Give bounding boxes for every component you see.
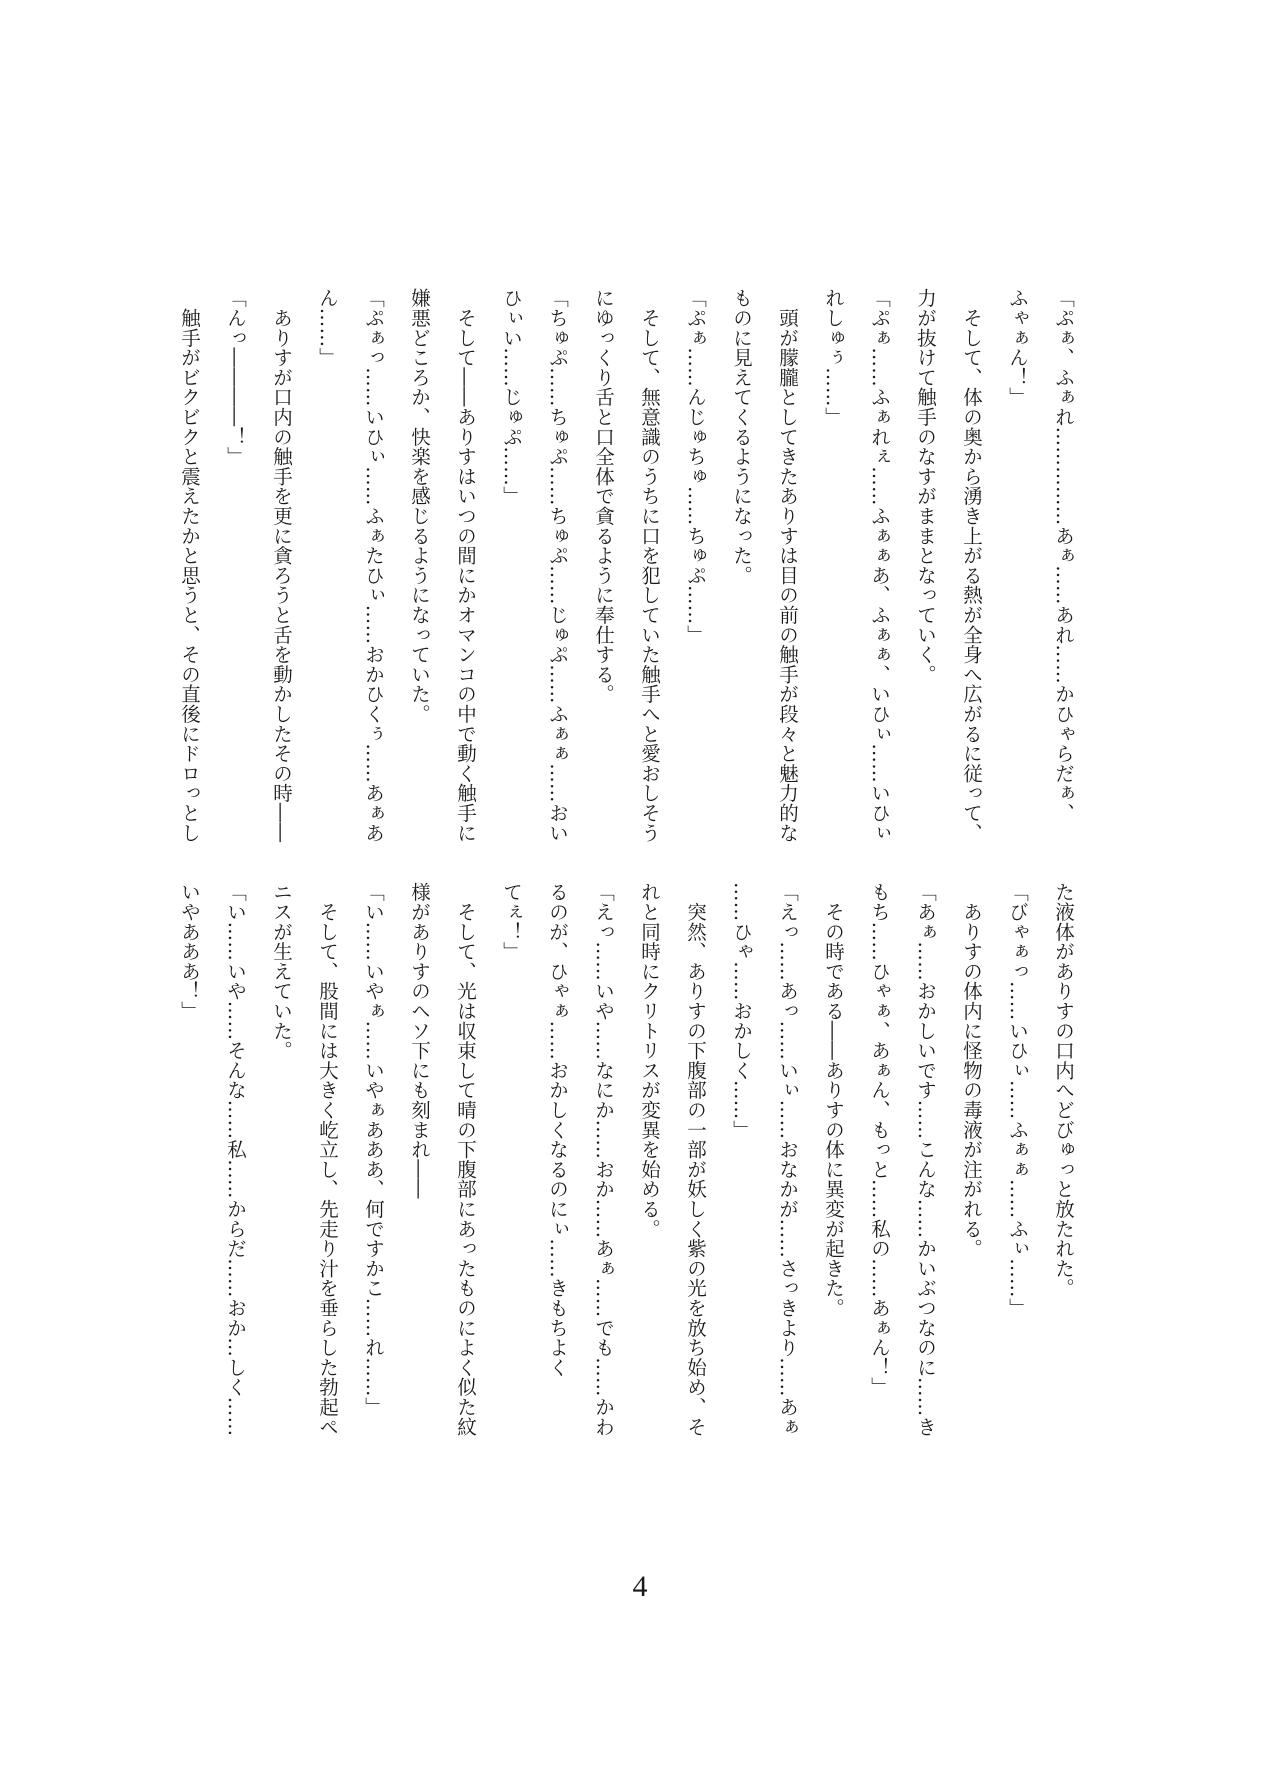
text-line: れしゅぅ……」 (822, 288, 845, 427)
text-line: ニスが生えていた。 (270, 882, 293, 1061)
text-line: 「えっ……あっ……いぃ……おなかが……さっきより……あぁ (776, 882, 799, 1437)
text-line: ひぃい……じゅぷ……」 (500, 288, 523, 506)
page-number: 4 (632, 1570, 648, 1603)
text-line: ふゃぁん！」 (1006, 288, 1029, 407)
text-line: そして、股間には大きく屹立し、先走り汁を垂らした勃起ペ (316, 882, 339, 1437)
text-line: 「ぷぁ……んじゅちゅ……ちゅぷ……」 (684, 288, 707, 645)
text-line: 「えっ……いや……なにか……おか……あぁ……でも……かわ (592, 882, 615, 1437)
text-line: そして、光は収束して晴の下腹部にあったものによく似た紋 (454, 882, 477, 1437)
text-line: てぇ！」 (500, 882, 523, 962)
text-line: ん……」 (316, 288, 339, 368)
text-line: いやあああ！」 (178, 882, 201, 1021)
text-line: た液体がありすの口内へどびゅっと放たれた。 (1052, 882, 1075, 1298)
text-line: 頭が朦朧としてきたありすは目の前の触手が段々と魅力的な (776, 288, 799, 843)
text-line: 「い……いやぁ……いやぁあああ、何ですかこ……れ……」 (362, 882, 385, 1417)
text-line: そして、体の奥から湧き上がる熱が全身へ広がるに従って、 (960, 288, 983, 843)
text-line: 突然、ありすの下腹部の一部が妖しく紫の光を放ち始め、そ (684, 882, 707, 1437)
text-line: 「ぷぁ……ふぁれぇ……ふぁぁあ、ふぁぁ、いひぃ……いひぃ (868, 288, 891, 843)
text-line: 力が抜けて触手のなすがままとなっていく。 (914, 288, 937, 684)
text-line: れと同時にクリトリスが変異を始める。 (638, 882, 661, 1239)
lower-text-block (166, 882, 1086, 1522)
text-line: ……ひゃ……おかしく……」 (730, 882, 753, 1140)
text-line: にゆっくり舌と口全体で貪るように奉仕する。 (592, 288, 615, 704)
text-line: そして、無意識のうちに口を犯していた触手へと愛おしそう (638, 288, 661, 843)
text-line: もち……ひゃぁ、あぁん、もっと……私の……あぁん！」 (868, 882, 891, 1397)
text-line: ありすの体内に怪物の毒液が注がれる。 (960, 882, 983, 1259)
text-line: そして――ありすはいつの間にかオマンコの中で動く触手に (454, 288, 477, 843)
text-line: 触手がビクビクと震えたかと思うと、その直後にドロっとし (178, 288, 201, 843)
upper-text-block (166, 288, 1086, 843)
text-line: 様がありすのヘソ下にも刻まれ―― (408, 882, 431, 1199)
text-line: るのが、ひゃぁ……おかしくなるのにぃ……きもちよく (546, 882, 569, 1377)
text-line: 「ちゅぷ……ちゅぷ……ちゅぷ……じゅぷ……ふぁぁ……おい (546, 288, 569, 843)
text-line: 「びゃぁっ……いひぃ……ふぁぁ……ふぃ……」 (1006, 882, 1029, 1318)
text-line: 「あぁ……おかしいです……こんな……かいぶつなのに……き (914, 882, 937, 1437)
text-line: 「んっ――――！」 (224, 288, 247, 467)
text-line: ありすが口内の触手を更に貪ろうと舌を動かしたその時―― (270, 288, 293, 843)
text-line: 嫌悪どころか、快楽を感じるようになっていた。 (408, 288, 431, 724)
text-line: その時である――ありすの体に異変が起きた。 (822, 882, 845, 1318)
text-line: 「ぷぁっ……いひぃ……ふぁたひぃ……おかひくぅ……あぁあ (362, 288, 385, 843)
text-line: 「ぷぁ、ふぁれ……………あぁ……あれ……かひゃらだぁ、 (1052, 288, 1075, 823)
text-line: 「い……いや……そんな……私……からだ……おか…しく…… (224, 882, 247, 1437)
text-line: ものに見えてくるようになった。 (730, 288, 753, 585)
